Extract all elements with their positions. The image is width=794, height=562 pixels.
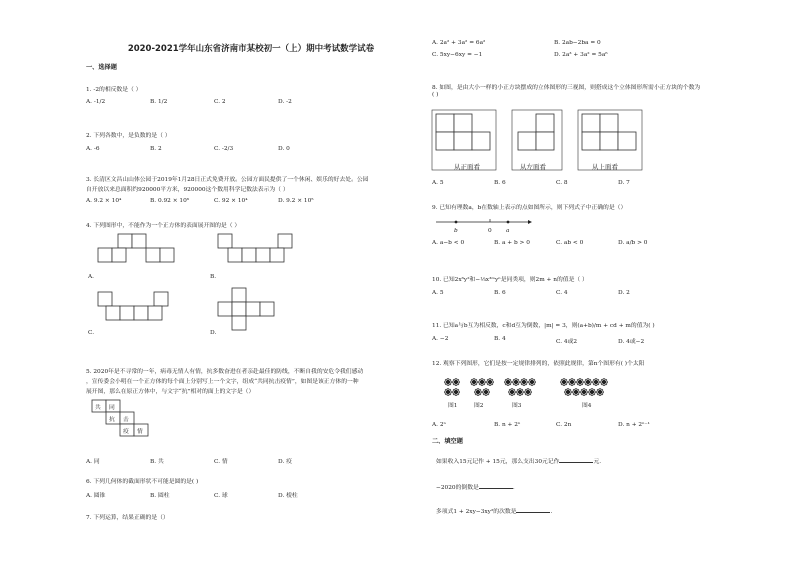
sun-icon <box>482 388 489 395</box>
question-8-line-2: ( ) <box>432 92 439 98</box>
option-b: B. 共 <box>150 459 164 465</box>
fill-2-blank[interactable] <box>479 488 513 489</box>
question-7: 7. 下列运算，结果正确的是（） <box>86 515 169 521</box>
sun-icon <box>444 388 451 395</box>
option-b: B. 6 <box>494 290 506 296</box>
sun-icon <box>478 378 485 385</box>
option-a: A. 同 <box>86 459 100 465</box>
question-6: 6. 下列几何体的截面形状不可能是圆的是( ) <box>86 479 199 485</box>
option-a: A. -6 <box>86 146 100 152</box>
option-c: C. 92 × 10⁴ <box>214 198 248 204</box>
view-front-label: 从正面看 <box>454 163 480 171</box>
option-b: B. 2 <box>150 146 162 152</box>
option-d: D. 9.2 × 10⁵ <box>278 198 314 204</box>
sun-icon <box>580 388 587 395</box>
fig-label-2: 图2 <box>474 403 484 409</box>
option-d: D. 7 <box>618 180 630 186</box>
fill-question-2 <box>436 482 515 491</box>
sun-icon <box>452 378 459 385</box>
option-c: C. 4 <box>556 290 568 296</box>
axis-label-b: b <box>454 228 458 234</box>
sun-icon <box>470 378 477 385</box>
fig-label-3: 图3 <box>512 403 522 409</box>
option-a: A. 圆锥 <box>86 493 106 499</box>
axis-label-0: 0 <box>488 228 492 234</box>
option-c: C. -2/3 <box>214 146 234 152</box>
option-c: C. 2n <box>556 422 572 428</box>
sun-icon <box>520 378 527 385</box>
net-figure-a <box>98 234 188 288</box>
fill-2-end: . <box>512 485 515 491</box>
fig-label-4: 图4 <box>582 403 592 409</box>
option-b: B. a + b > 0 <box>494 240 530 246</box>
sun-icon <box>568 378 575 385</box>
question-3-line-2: 自开放以来总面积约920000平方米，920000这个数用科学记数法表示为（ ） <box>86 187 289 193</box>
exam-title: 2020-2021学年山东省济南市某校初一（上）期中考试数学试卷 <box>127 44 375 54</box>
cube-cell-2: 同 <box>109 405 115 411</box>
fill-1-blank[interactable] <box>559 462 593 463</box>
sun-icon <box>444 378 451 385</box>
number-line <box>436 216 536 230</box>
cube-cell-5: 疫 <box>123 429 129 435</box>
question-4: 4. 下列图形中，不能作为一个正方体的表面展开图的是（ ） <box>86 223 241 229</box>
option-b: B. n + 2ⁿ <box>494 422 521 428</box>
question-10: 10. 已知2x⁶y²和−⅓x³ᵐyⁿ是同类项，则2m + n的值是（ ） <box>432 277 588 283</box>
question-1: 1. -2的相反数是（ ） <box>86 87 142 93</box>
option-d: D. 棱柱 <box>278 493 298 499</box>
option-b: B. 6 <box>494 180 506 186</box>
question-3-line-1: 3. 长清区文昌山山体公园于2019年1月28日正式免费开放。公园方面民提供了一个休闲、娱乐的好去处。公园 <box>86 177 369 183</box>
option-a: A. 5 <box>432 290 444 296</box>
sun-icon <box>512 378 519 385</box>
net-label-d: D. <box>210 330 217 336</box>
fill-3-text: 多项式1 + 2xy−3xy²的次数是 <box>436 509 517 515</box>
sun-icon <box>588 388 595 395</box>
sun-icon <box>572 388 579 395</box>
question-5-line-2: ，宣传委会小明在一个正方体的每个面上分别写上一个文字，组成“共同抗击疫情”，如图是该正方体的一种 <box>86 379 359 385</box>
fill-question-1 <box>436 456 601 465</box>
option-b: B. 4 <box>494 336 506 342</box>
fill-3-blank[interactable] <box>516 512 550 513</box>
option-b: B. 2ab−2ba = 0 <box>554 40 601 46</box>
fill-question-3 <box>436 506 552 515</box>
sun-pattern-figure <box>444 378 644 402</box>
question-2: 2. 下列各数中，是负数的是（ ） <box>86 133 171 139</box>
question-11: 11. 已知a与b互为相反数，c和d互为倒数，|m| = 3，则(a+b)/m + cd + m的值为( ) <box>432 323 655 329</box>
option-d: D. 0 <box>278 146 290 152</box>
option-b: B. 0.92 × 10⁶ <box>150 198 190 204</box>
option-a: A. 5 <box>432 180 444 186</box>
cube-net-text <box>92 400 172 450</box>
option-d: D. 2a³ + 3a² = 5a⁶ <box>554 52 608 58</box>
net-figure-b <box>218 234 318 288</box>
option-c: C. 4或2 <box>556 339 578 345</box>
question-5-line-1: 5. 2020年是不寻常的一年，病毒无情人有情，抗多数奋进在者亲赴最佳的防线，不断自我的安危令我们感动 <box>86 369 364 375</box>
sun-icon <box>504 378 511 385</box>
fill-2-text: −2020的倒数是 <box>436 485 479 491</box>
option-d: D. a/b > 0 <box>618 240 648 246</box>
option-d: D. n + 2ⁿ⁻¹ <box>618 422 650 428</box>
axis-label-a: a <box>506 228 510 234</box>
option-c: C. 球 <box>214 493 228 499</box>
question-8-line-1: 8. 如图，是由大小一样的小正方块摆成的立体图形的三视图，则搭成这个立体图形所需小正方块的个数为 <box>432 85 701 91</box>
option-d: D. 4或−2 <box>618 339 645 345</box>
sun-icon <box>524 388 531 395</box>
option-b: B. 1/2 <box>150 99 168 105</box>
net-label-c: C. <box>88 330 95 336</box>
view-top-label: 从上面看 <box>592 163 618 171</box>
net-figure-d <box>218 288 318 352</box>
question-12: 12. 观察下列图形，它们是按一定规律排列的，依照此规律，第n个图形有( )个太阳 <box>432 361 645 367</box>
sun-icon <box>560 378 567 385</box>
sun-icon <box>474 388 481 395</box>
option-c: C. 8 <box>556 180 568 186</box>
option-c: C. 情 <box>214 459 228 465</box>
fill-1-end: 元. <box>593 459 602 465</box>
net-label-b: B. <box>210 274 217 280</box>
option-a: A. 9.2 × 10⁴ <box>86 198 122 204</box>
option-a: A. −2 <box>432 336 449 342</box>
sun-icon <box>564 388 571 395</box>
sun-icon <box>528 378 535 385</box>
option-c: C. ab < 0 <box>556 240 584 246</box>
question-5-line-3: 展开图，那么在原正方体中，与文字“抗”相对的面上的文字是（） <box>86 389 255 395</box>
sun-icon <box>486 378 493 385</box>
cube-cell-1: 共 <box>95 405 101 411</box>
option-a: A. 2ⁿ <box>432 422 447 428</box>
fill-3-end: . <box>550 509 553 515</box>
sun-icon <box>516 388 523 395</box>
sun-icon <box>452 388 459 395</box>
sun-icon <box>508 388 515 395</box>
section-fill: 二、填空题 <box>432 438 463 445</box>
option-b: B. 圆柱 <box>150 493 170 499</box>
option-a: A. 2a² + 3a² = 6a² <box>432 40 486 46</box>
cube-cell-4: 击 <box>123 417 129 423</box>
net-label-a: A. <box>88 274 95 280</box>
net-figure-c <box>98 292 188 352</box>
fig-label-1: 图1 <box>448 403 458 409</box>
sun-icon <box>600 378 607 385</box>
option-d: D. -2 <box>278 99 292 105</box>
option-c: C. 5xy−6xy = −1 <box>432 52 483 58</box>
sun-icon <box>584 378 591 385</box>
option-a: A. -1/2 <box>86 99 106 105</box>
view-left-label: 从左面看 <box>520 163 546 171</box>
sun-icon <box>576 378 583 385</box>
question-9: 9. 已知有理数a，b在数轴上表示的点如图所示，则下列式子中正确的是（） <box>432 205 627 211</box>
option-c: C. 2 <box>214 99 226 105</box>
option-a: A. a−b < 0 <box>432 240 465 246</box>
cube-cell-3: 抗 <box>109 417 115 423</box>
option-d: D. 疫 <box>278 459 292 465</box>
section-choice: 一、选择题 <box>86 64 117 71</box>
option-d: D. 2 <box>618 290 630 296</box>
cube-cell-6: 情 <box>137 429 143 435</box>
sun-icon <box>592 378 599 385</box>
fill-1-text: 如果收入15元记作 + 15元，那么支出30元记作 <box>436 459 560 465</box>
sun-icon <box>596 388 603 395</box>
